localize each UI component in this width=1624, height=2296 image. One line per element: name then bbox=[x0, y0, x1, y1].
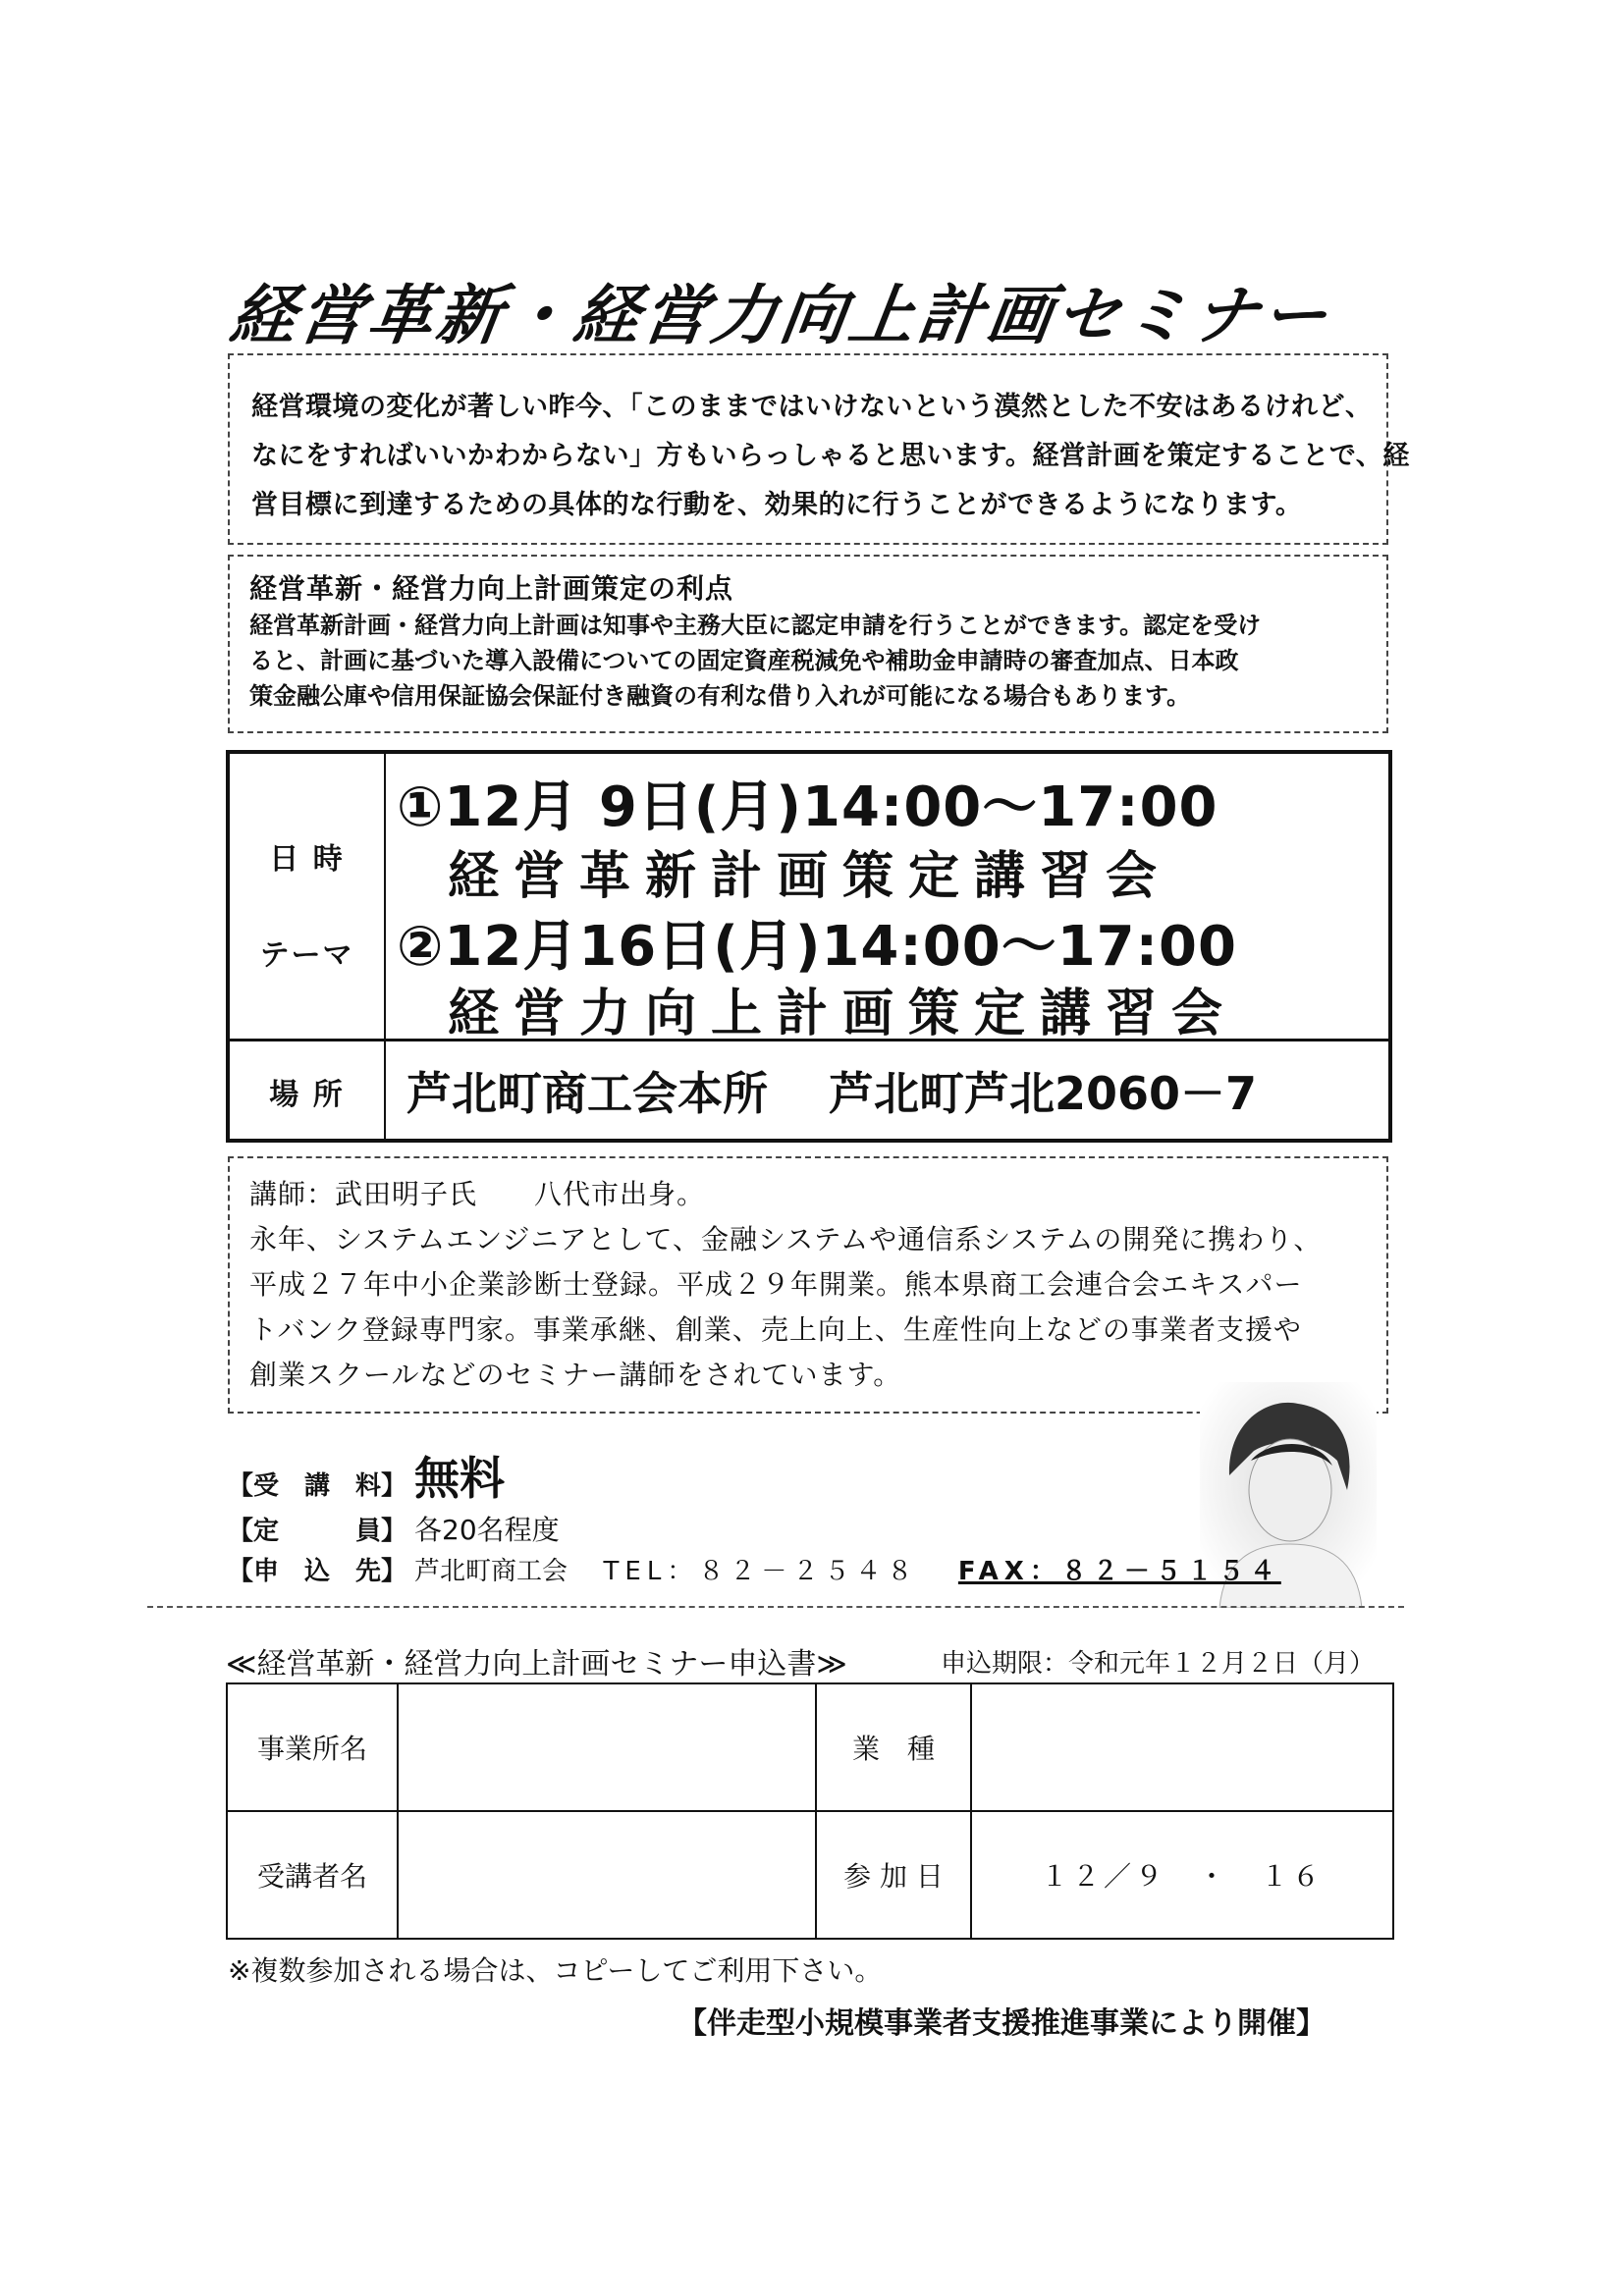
label-theme: テーマ bbox=[259, 938, 354, 973]
intro-line: 営目標に到達するための具体的な行動を、効果的に行うことができるようになります。 bbox=[251, 490, 1303, 520]
schedule-divider bbox=[384, 754, 386, 1139]
date-options[interactable]: １２／９ ・ １６ bbox=[971, 1811, 1393, 1939]
fee-label: 【受 講 料】 bbox=[228, 1471, 407, 1501]
application-form bbox=[226, 1682, 1394, 1940]
session2-course: 経営力向上計画策定講習会 bbox=[448, 985, 1238, 1043]
apply-value: 芦北町商工会 bbox=[414, 1557, 568, 1586]
table-row bbox=[227, 1811, 1393, 1939]
lecturer-line: 創業スクールなどのセミナー講師をされています。 bbox=[249, 1359, 902, 1391]
lecturer-line: 講師：武田明子氏 八代市出身。 bbox=[249, 1178, 706, 1210]
industry-field[interactable] bbox=[971, 1683, 1393, 1811]
fee-row bbox=[228, 1443, 505, 1508]
session1-course: 経営革新計画策定講習会 bbox=[448, 847, 1172, 906]
lecturer-box bbox=[228, 1156, 1388, 1414]
copy-note: ※複数参加される場合は、コピーしてご利用下さい。 bbox=[228, 1954, 883, 1987]
schedule-table bbox=[226, 750, 1392, 1143]
table-row bbox=[227, 1683, 1393, 1811]
benefit-line: 策金融公庫や信用保証協会保証付き融資の有利な借り入れが可能になる場合もあります。 bbox=[249, 682, 1191, 710]
place: 芦北町商工会本所 芦北町芦北2060－7 bbox=[406, 1067, 1258, 1120]
business-name-label: 事業所名 bbox=[227, 1683, 398, 1811]
label-place: 場 所 bbox=[269, 1078, 345, 1112]
intro-line: 経営環境の変化が著しい昨今、「このままではいけないという漠然とした不安はあるけれど、 bbox=[251, 392, 1373, 422]
session2-time: ②12月16日(月)14:00～17:00 bbox=[397, 915, 1237, 979]
form-deadline: 申込期限：令和元年１２月２日（月） bbox=[941, 1649, 1376, 1679]
lecturer-line: 永年、システムエンジニアとして、金融システムや通信系システムの開発に携わり、 bbox=[249, 1223, 1323, 1255]
fax-number: FAX：８２－５１５４ bbox=[957, 1557, 1281, 1586]
benefit-line: ると、計画に基づいた導入設備についての固定資産税減免や補助金申請時の審査加点、日本政 bbox=[249, 647, 1239, 674]
tel-number: TEL：８２－２５４８ bbox=[603, 1557, 919, 1586]
cut-line bbox=[147, 1606, 1404, 1608]
attendee-label: 受講者名 bbox=[227, 1811, 398, 1939]
industry-label: 業 種 bbox=[816, 1683, 971, 1811]
host-note: 【伴走型小規模事業者支援推進事業により開催】 bbox=[677, 2006, 1326, 2041]
intro-box bbox=[228, 353, 1410, 545]
intro-line: なにをすればいいかわからない」方もいらっしゃると思います。経営計画を策定することで、経 bbox=[251, 441, 1410, 471]
benefit-heading: 経営革新・経営力向上計画策定の利点 bbox=[249, 572, 734, 605]
page-title: 経営革新・経営力向上計画セミナー bbox=[225, 278, 1336, 353]
attendee-field[interactable] bbox=[398, 1811, 816, 1939]
capacity-row bbox=[228, 1509, 560, 1548]
benefit-line: 経営革新計画・経営力向上計画は知事や主務大臣に認定申請を行うことができます。認定を受け bbox=[249, 612, 1262, 639]
business-name-field[interactable] bbox=[398, 1683, 816, 1811]
apply-row bbox=[228, 1551, 1281, 1587]
form-title: ≪経営革新・経営力向上計画セミナー申込書≫ bbox=[226, 1647, 847, 1682]
capacity-label: 【定 員】 bbox=[228, 1517, 407, 1546]
apply-label: 【申 込 先】 bbox=[228, 1557, 407, 1586]
lecturer-line: 平成２７年中小企業診断士登録。平成２９年開業。熊本県商工会連合会エキスパー bbox=[249, 1268, 1303, 1301]
session1-time: ①12月 9日(月)14:00～17:00 bbox=[397, 775, 1218, 839]
label-datetime: 日 時 bbox=[269, 842, 345, 877]
lecturer-line: トバンク登録専門家。事業承継、創業、売上向上、生産性向上などの事業者支援や bbox=[249, 1313, 1302, 1346]
date-label: 参 加 日 bbox=[816, 1811, 971, 1939]
benefit-box bbox=[228, 555, 1388, 733]
fee-value: 無料 bbox=[414, 1452, 505, 1505]
capacity-value: 各20名程度 bbox=[414, 1514, 560, 1546]
